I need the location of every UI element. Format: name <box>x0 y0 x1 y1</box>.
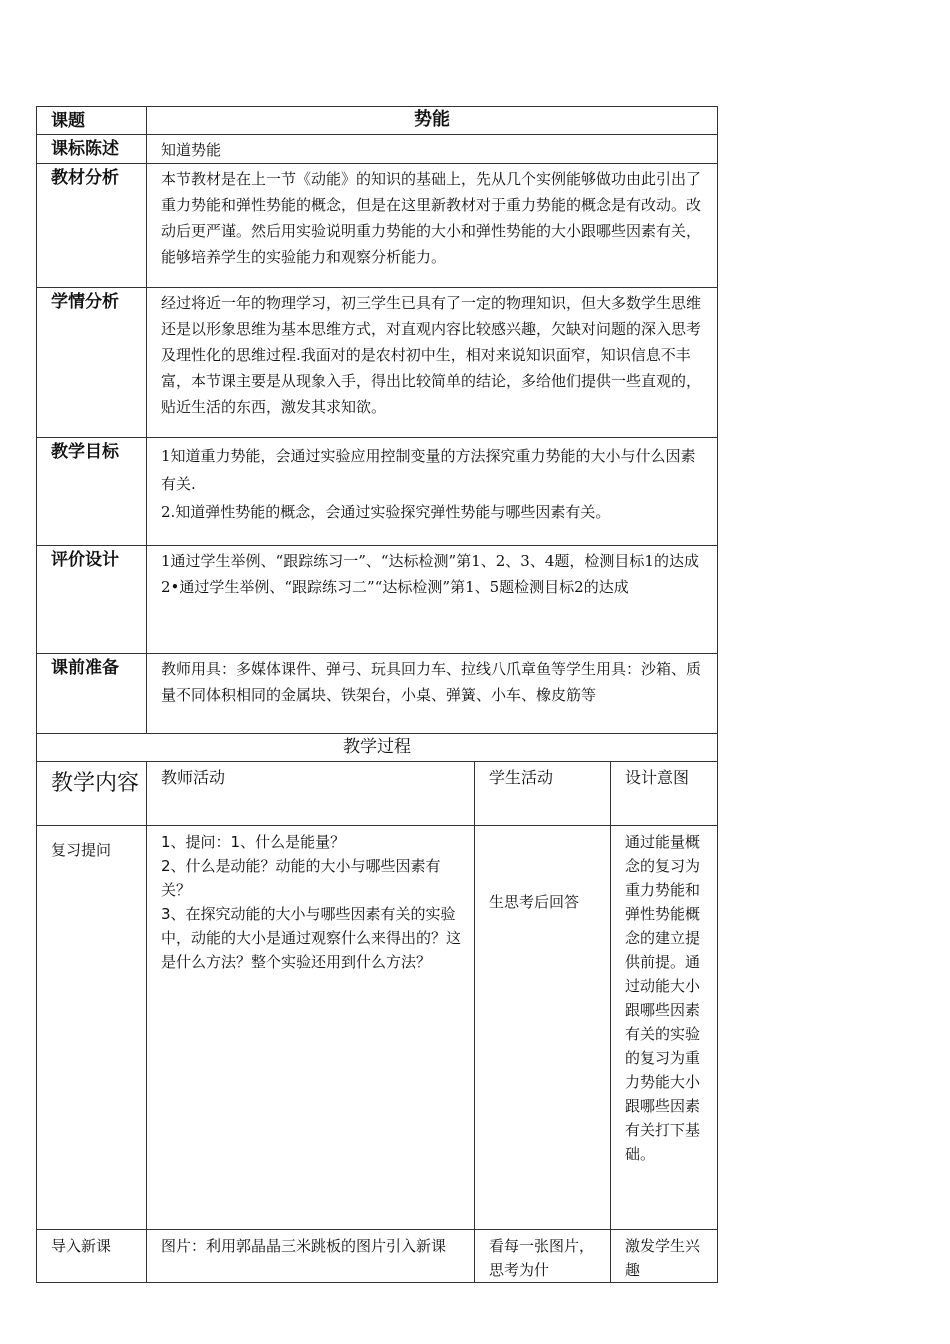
teacher-line: 1、提问：1、什么是能量？ <box>161 833 346 851</box>
prep-label: 课前准备 <box>37 654 147 734</box>
goal-line: 2.知道弹性势能的概念，会通过实验探究弹性势能与哪些因素有关。 <box>161 503 611 521</box>
eval-value <box>147 546 718 654</box>
process-header-row <box>37 762 718 826</box>
col-intent-header: 设计意图 <box>611 762 718 826</box>
students-value: 经过将近一年的物理学习，初三学生已具有了一定的物理知识，但大多数学生思维还是以形象思维为基本思维方式，对直观内容比较感兴趣，欠缺对问题的深入思考及理性化的思维过程.我面对的是农村初中生，相对来说知识面窄，知识信息不丰富，本节课主要是从现象入手，得出比较简单的结论，多给他们提供一些直观的，贴近生活的东西，激发其求知欲。 <box>147 288 718 438</box>
students-label: 学情分析 <box>37 288 147 438</box>
material-value: 本节教材是在上一节《动能》的知识的基础上，先从几个实例能够做功由此引出了重力势能和弹性势能的概念，但是在这里新教材对于重力势能的概念是有改动。改动后更严谨。然后用实验说明重力势能的大小和弹性势能的大小跟哪些因素有关，能够培养学生的实验能力和观察分析能力。 <box>147 164 718 288</box>
col-student-header: 学生活动 <box>475 762 611 826</box>
teacher-line: 2、什么是动能？动能的大小与哪些因素有关？ <box>161 857 441 899</box>
row-teacher <box>147 826 475 1230</box>
prep-value: 教师用具：多媒体课件、弹弓、玩具回力车、拉线八爪章鱼等学生用具：沙箱、质量不同体积相同的金属块、铁架台，小桌、弹簧、小车、橡皮筋等 <box>147 654 718 734</box>
material-label: 教材分析 <box>37 164 147 288</box>
goals-row <box>37 438 718 546</box>
goals-label: 教学目标 <box>37 438 147 546</box>
eval-label: 评价设计 <box>37 546 147 654</box>
process-title-row <box>37 734 718 762</box>
row-student: 看每一张图片，思考为什 <box>475 1230 611 1283</box>
goals-value <box>147 438 718 546</box>
eval-line: 2•通过学生举例、“跟踪练习二”“达标检测”第1、5题检测目标2的达成 <box>161 578 629 596</box>
topic-value: 势能 <box>147 107 718 135</box>
col-content-header: 教学内容 <box>37 762 147 826</box>
row-content: 导入新课 <box>37 1230 147 1283</box>
col-teacher-header: 教师活动 <box>147 762 475 826</box>
lesson-plan-table <box>36 106 718 1283</box>
row-student: 生思考后回答 <box>475 826 611 1230</box>
eval-row <box>37 546 718 654</box>
row-content: 复习提问 <box>37 826 147 1230</box>
row-intent: 通过能量概念的复习为重力势能和弹性势能概念的建立提供前提。通过动能大小跟哪些因素有关的实验的复习为重力势能大小跟哪些因素有关打下基础。 <box>611 826 718 1230</box>
goal-line: 1知道重力势能，会通过实验应用控制变量的方法探究重力势能的大小与什么因素有关. <box>161 447 696 493</box>
row-teacher: 图片：利用郭晶晶三米跳板的图片引入新课 <box>147 1230 475 1283</box>
standard-row <box>37 135 718 164</box>
teacher-line: 3、在探究动能的大小与哪些因素有关的实验中，动能的大小是通过观察什么来得出的？这是什么方法？整个实验还用到什么方法？ <box>161 905 462 971</box>
standard-value: 知道势能 <box>147 135 718 164</box>
row-intent: 激发学生兴趣 <box>611 1230 718 1283</box>
process-row-intro <box>37 1230 718 1283</box>
standard-label: 课标陈述 <box>37 135 147 164</box>
process-title: 教学过程 <box>37 734 718 762</box>
topic-row <box>37 107 718 135</box>
material-row <box>37 164 718 288</box>
process-row-review <box>37 826 718 1230</box>
students-row <box>37 288 718 438</box>
eval-line: 1通过学生举例、“跟踪练习一”、“达标检测”第1、2、3、4题，检测目标1的达成 <box>161 552 699 570</box>
topic-label: 课题 <box>37 107 147 135</box>
prep-row <box>37 654 718 734</box>
